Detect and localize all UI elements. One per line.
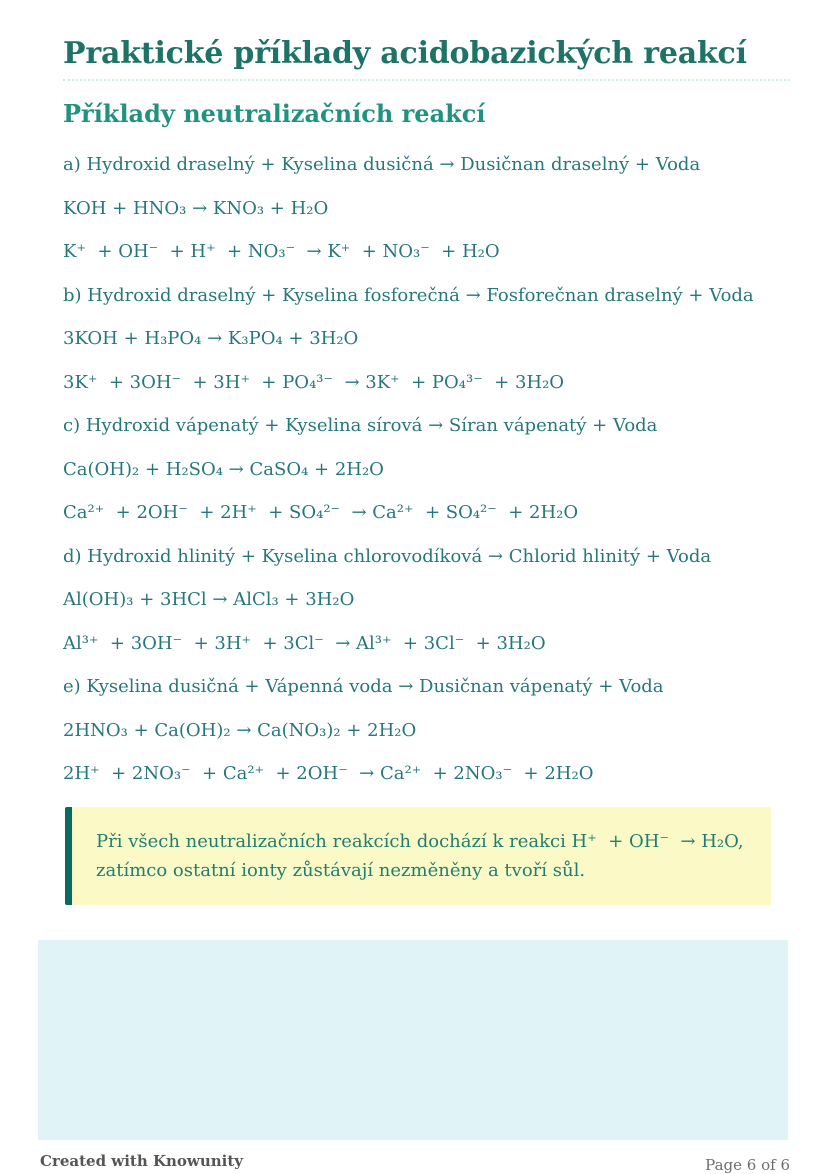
footer-branding: Created with Knowunity [40, 1151, 243, 1170]
reaction-section-a [63, 154, 790, 263]
ionic-equation: Al³⁺ + 3OH⁻ + 3H⁺ + 3Cl⁻ → Al³⁺ + 3Cl⁻ + 3H₂O [63, 632, 546, 654]
word-equation: b) Hydroxid draselný + Kyselina fosforečná → Fosforečnan draselný + Voda [63, 284, 754, 306]
reaction-section-d [63, 546, 790, 655]
molecular-equation: KOH + HNO₃ → KNO₃ + H₂O [63, 197, 329, 219]
reaction-section-c [63, 415, 790, 524]
dotted-divider [63, 79, 790, 81]
note-text: Při všech neutralizačních reakcích dochází k reakci H⁺ + OH⁻ → H₂O, zatímco ostatní ionty zůstávají nezměněny a tvoří sůl. [96, 830, 750, 881]
reaction-section-b [63, 285, 790, 394]
ionic-equation: 2H⁺ + 2NO₃⁻ + Ca²⁺ + 2OH⁻ → Ca²⁺ + 2NO₃⁻ + 2H₂O [63, 763, 594, 784]
word-equation: e) Kyselina dusičná + Vápenná voda → Dusičnan vápenatý + Voda [63, 676, 664, 697]
section-heading: Příklady neutralizačních reakcí [63, 99, 486, 128]
page-title: Praktické příklady acidobazických reakcí [63, 36, 747, 71]
ionic-equation: 3K⁺ + 3OH⁻ + 3H⁺ + PO₄³⁻ → 3K⁺ + PO₄³⁻ + 3H₂O [63, 371, 565, 393]
reaction-section-e [63, 676, 790, 785]
page-number: Page 6 of 6 [705, 1155, 790, 1174]
molecular-equation: 3KOH + H₃PO₄ → K₃PO₄ + 3H₂O [63, 328, 359, 349]
note-box [65, 807, 771, 905]
empty-image-panel [38, 940, 788, 1140]
ionic-equation: K⁺ + OH⁻ + H⁺ + NO₃⁻ → K⁺ + NO₃⁻ + H₂O [63, 241, 500, 262]
molecular-equation: 2HNO₃ + Ca(OH)₂ → Ca(NO₃)₂ + 2H₂O [63, 719, 417, 741]
molecular-equation: Al(OH)₃ + 3HCl → AlCl₃ + 3H₂O [63, 589, 355, 610]
word-equation: d) Hydroxid hlinitý + Kyselina chlorovodíková → Chlorid hlinitý + Voda [63, 545, 712, 567]
ionic-equation: Ca²⁺ + 2OH⁻ + 2H⁺ + SO₄²⁻ → Ca²⁺ + SO₄²⁻ + 2H₂O [63, 502, 579, 523]
word-equation: a) Hydroxid draselný + Kyselina dusičná → Dusičnan draselný + Voda [63, 154, 701, 175]
word-equation: c) Hydroxid vápenatý + Kyselina sírová → Síran vápenatý + Voda [63, 415, 658, 436]
molecular-equation: Ca(OH)₂ + H₂SO₄ → CaSO₄ + 2H₂O [63, 458, 384, 480]
equations-list [63, 154, 790, 785]
page-footer [40, 1152, 790, 1174]
